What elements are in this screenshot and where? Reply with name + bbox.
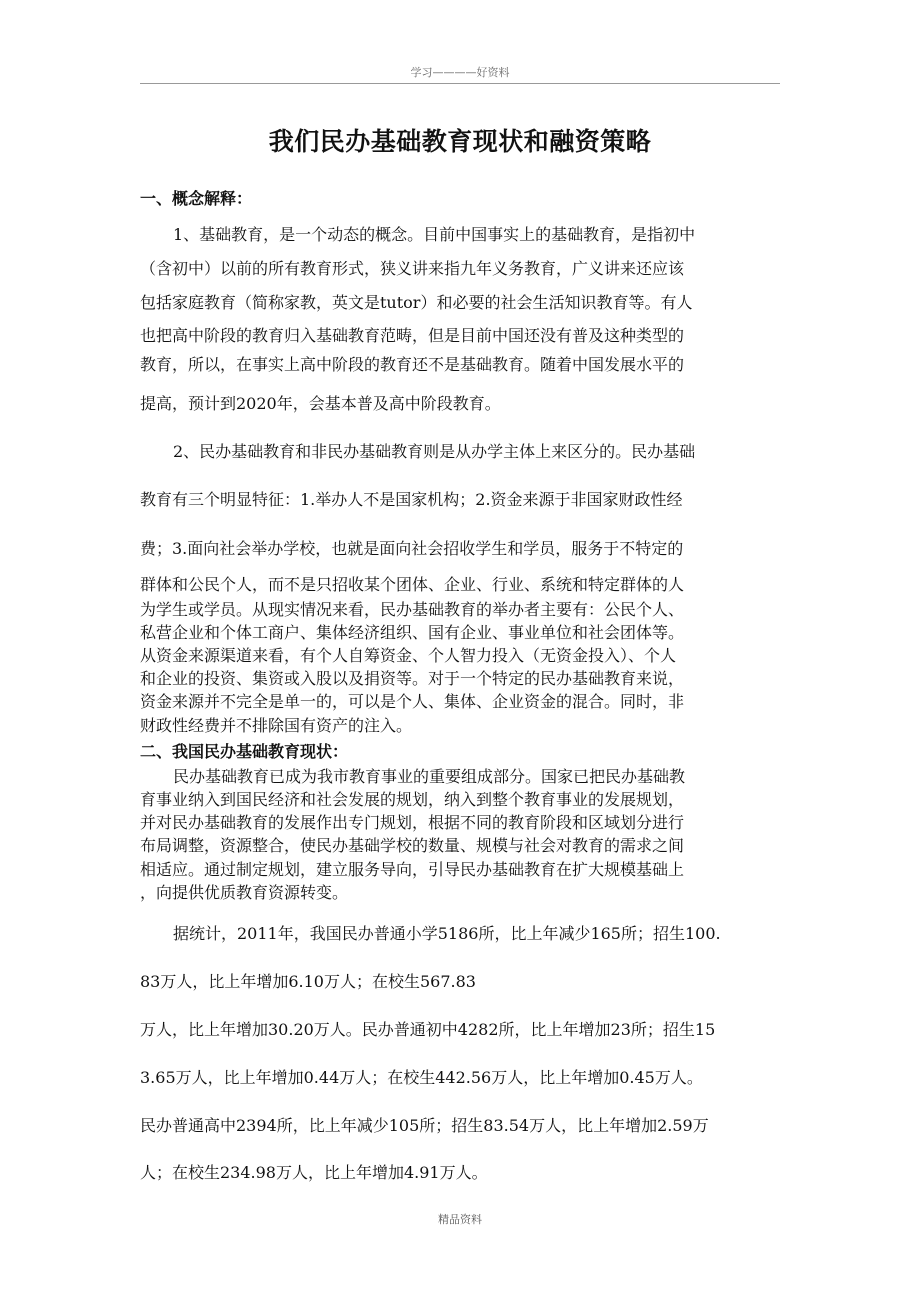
paragraph-line: 83万人，比上年增加6.10万人；在校生567.83 xyxy=(140,972,476,991)
section-heading-1: 一、概念解释： xyxy=(140,189,253,208)
paragraph-line: 包括家庭教育（简称家教，英文是tutor）和必要的社会生活知识教育等。有人 xyxy=(140,293,693,312)
paragraph-line: 布局调整，资源整合，使民办基础学校的数量、规模与社会对教育的需求之间 xyxy=(140,836,685,855)
paragraph-line: 为学生或学员。从现实情况来看，民办基础教育的举办者主要有：公民个人、 xyxy=(140,600,685,619)
paragraph-line: 万人，比上年增加30.20万人。民办普通初中4282所，比上年增加23所；招生15 xyxy=(140,1020,716,1039)
paragraph-line: 并对民办基础教育的发展作出专门规划，根据不同的教育阶段和区域划分进行 xyxy=(140,813,685,832)
paragraph-line: 教育有三个明显特征：1.举办人不是国家机构；2.资金来源于非国家财政性经 xyxy=(140,490,683,509)
paragraph-line: 3.65万人，比上年增加0.44万人；在校生442.56万人，比上年增加0.45万人。 xyxy=(140,1068,703,1087)
header-rule xyxy=(140,83,780,84)
document-title: 我们民办基础教育现状和融资策略 xyxy=(268,127,652,156)
paragraph-line: 1、基础教育，是一个动态的概念。目前中国事实上的基础教育，是指初中 xyxy=(173,225,696,244)
paragraph-line: 费；3.面向社会举办学校，也就是面向社会招收学生和学员，服务于不特定的 xyxy=(140,539,684,558)
paragraph-line: ，向提供优质教育资源转变。 xyxy=(140,883,349,902)
paragraph-line: 教育，所以，在事实上高中阶段的教育还不是基础教育。随着中国发展水平的 xyxy=(140,355,685,374)
paragraph-line: 私营企业和个体工商户、集体经济组织、国有企业、事业单位和社会团体等。 xyxy=(140,623,685,642)
paragraph-line: 民办普通高中2394所，比上年减少105所；招生83.54万人，比上年增加2.59万 xyxy=(140,1116,709,1135)
paragraph-line: 群体和公民个人，而不是只招收某个团体、企业、行业、系统和特定群体的人 xyxy=(140,575,685,594)
paragraph-line: 2、民办基础教育和非民办基础教育则是从办学主体上来区分的。民办基础 xyxy=(173,442,696,461)
paragraph-line: 也把高中阶段的教育归入基础教育范畴，但是目前中国还没有普及这种类型的 xyxy=(140,326,685,345)
page-footer: 精品资料 xyxy=(438,1213,482,1226)
paragraph-line: 育事业纳入到国民经济和社会发展的规划，纳入到整个教育事业的发展规划， xyxy=(140,790,685,809)
page-header: 学习————好资料 xyxy=(410,66,510,79)
paragraph-line: 财政性经费并不排除国有资产的注入。 xyxy=(140,716,413,735)
paragraph-line: 人；在校生234.98万人，比上年增加4.91万人。 xyxy=(140,1163,488,1182)
paragraph-line: 资金来源并不完全是单一的，可以是个人、集体、企业资金的混合。同时，非 xyxy=(140,692,685,711)
section-heading-2: 二、我国民办基础教育现状： xyxy=(140,742,349,761)
paragraph-line: 从资金来源渠道来看，有个人自筹资金、个人智力投入（无资金投入）、个人 xyxy=(140,646,677,665)
paragraph-line: 提高，预计到2020年，会基本普及高中阶段教育。 xyxy=(140,394,501,413)
paragraph-line: （含初中）以前的所有教育形式，狭义讲来指九年义务教育，广义讲来还应该 xyxy=(140,259,685,278)
paragraph-line: 相适应。通过制定规划，建立服务导向，引导民办基础教育在扩大规模基础上 xyxy=(140,860,685,879)
paragraph-line: 据统计，2011年，我国民办普通小学5186所，比上年减少165所；招生100. xyxy=(173,924,721,943)
paragraph-line: 和企业的投资、集资或入股以及捐资等。对于一个特定的民办基础教育来说， xyxy=(140,669,685,688)
paragraph-line: 民办基础教育已成为我市教育事业的重要组成部分。国家已把民办基础教 xyxy=(173,767,686,786)
